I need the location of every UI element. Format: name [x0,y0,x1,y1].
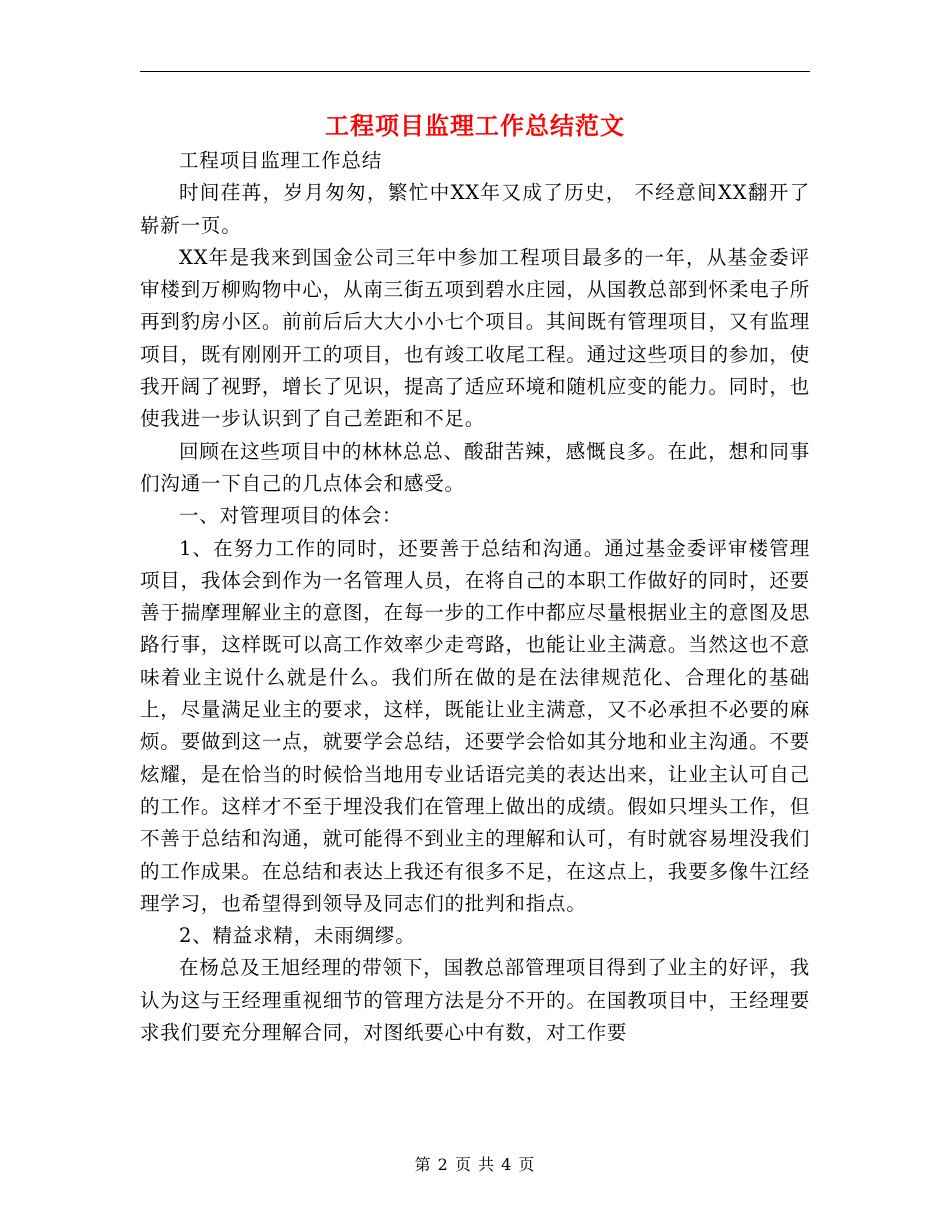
body-paragraph: 1、在努力工作的同时，还要善于总结和沟通。通过基金委评审楼管理项目，我体会到作为一名管理人员，在将自己的本职工作做好的同时，还要善于揣摩理解业主的意图，在每一步的工作中都应尽量根据业主的意图及思路行事，这样既可以高工作效率少走弯路，也能让业主满意。当然这也不意味着业主说什么就是什么。我们所在做的是在法律规范化、合理化的基础上，尽量满足业主的要求，这样，既能让业主满意，又不必承担不必要的麻烦。要做到这一点，就要学会总结，还要学会恰如其分地和业主沟通。不要炫耀，是在恰当的时候恰当地用专业话语完美的表达出来，让业主认可自己的工作。这样才不至于埋没我们在管理上做出的成绩。假如只埋头工作，但不善于总结和沟通，就可能得不到业主的理解和认可，有时就容易埋没我们的工作成果。在总结和表达上我还有很多不足，在这点上，我要多像牛江经理学习，也希望得到领导及同志们的批判和指点。 [140,536,810,915]
header-rule [140,71,810,72]
page-number-footer: 第 2 页 共 4 页 [414,1155,536,1174]
body-paragraph: XX年是我来到国金公司三年中参加工程项目最多的一年，从基金委评审楼到万柳购物中心，从南三街五项到碧水庄园，从国教总部到怀柔电子所再到豹房小区。前前后后大大小小七个项目。其间既有管理项目，又有监理项目，既有刚刚开工的项目，也有竣工收尾工程。通过这些项目的参加，使我开阔了视野，增长了见识，提高了适应环境和随机应变的能力。同时，也使我进一步认识到了自己差距和不足。 [140,245,810,431]
document-body [140,145,810,1049]
body-paragraph: 2、精益求精，未雨绸缪。 [179,924,416,948]
section-heading: 一、对管理项目的体会： [179,504,403,528]
body-paragraph: 在杨总及王旭经理的带领下，国教总部管理项目得到了业主的好评，我认为这与王经理重视细节的管理方法是分不开的。在国教项目中，王经理要求我们要充分理解合同，对图纸要心中有数，对工作要 [140,956,810,1045]
document-title: 工程项目监理工作总结范文 [325,111,625,140]
body-paragraph-subtitle: 工程项目监理工作总结 [179,149,383,172]
body-paragraph: 回顾在这些项目中的林林总总、酸甜苦辣，感慨良多。在此，想和同事们沟通一下自己的几点体会和感受。 [140,439,810,495]
body-paragraph: 时间荏苒，岁月匆匆，繁忙中XX年又成了历史， 不经意间XX翻开了崭新一页。 [140,181,810,237]
